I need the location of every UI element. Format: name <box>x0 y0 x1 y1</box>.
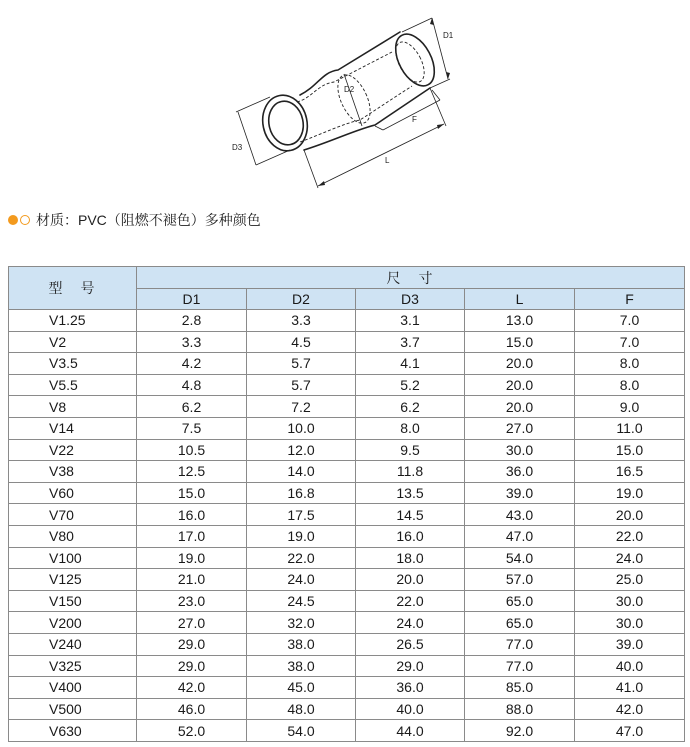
cell-d3: 20.0 <box>356 569 465 591</box>
cell-l: 20.0 <box>465 396 575 418</box>
cell-d3: 22.0 <box>356 590 465 612</box>
cell-d3: 3.7 <box>356 331 465 353</box>
cell-l: 13.0 <box>465 310 575 332</box>
cell-d2: 24.0 <box>247 569 356 591</box>
cell-d1: 42.0 <box>137 677 247 699</box>
cell-d3: 6.2 <box>356 396 465 418</box>
cell-d3: 8.0 <box>356 417 465 439</box>
table-row <box>9 633 685 655</box>
cell-l: 27.0 <box>465 417 575 439</box>
cell-l: 77.0 <box>465 655 575 677</box>
table-row <box>9 698 685 720</box>
cell-l: 77.0 <box>465 633 575 655</box>
cell-l: 20.0 <box>465 353 575 375</box>
dim-label-d3: D3 <box>232 143 243 152</box>
cell-d1: 7.5 <box>137 417 247 439</box>
cell-d3: 24.0 <box>356 612 465 634</box>
cell-model: V5.5 <box>9 374 137 396</box>
cell-l: 65.0 <box>465 612 575 634</box>
table-row <box>9 547 685 569</box>
cell-d2: 5.7 <box>247 374 356 396</box>
cell-model: V125 <box>9 569 137 591</box>
cell-l: 85.0 <box>465 677 575 699</box>
cell-d3: 3.1 <box>356 310 465 332</box>
cell-d2: 22.0 <box>247 547 356 569</box>
cell-d1: 46.0 <box>137 698 247 720</box>
cell-model: V8 <box>9 396 137 418</box>
cell-d3: 4.1 <box>356 353 465 375</box>
cell-model: V2 <box>9 331 137 353</box>
cell-d3: 16.0 <box>356 525 465 547</box>
cell-l: 43.0 <box>465 504 575 526</box>
cell-d2: 48.0 <box>247 698 356 720</box>
col-header-l: L <box>465 289 575 310</box>
dim-label-d2: D2 <box>344 85 355 94</box>
cell-d1: 2.8 <box>137 310 247 332</box>
hollow-dot-icon <box>20 215 30 225</box>
cell-d2: 4.5 <box>247 331 356 353</box>
table-row <box>9 439 685 461</box>
cell-d2: 7.2 <box>247 396 356 418</box>
cell-l: 54.0 <box>465 547 575 569</box>
col-header-d3: D3 <box>356 289 465 310</box>
cell-l: 88.0 <box>465 698 575 720</box>
cell-f: 25.0 <box>575 569 685 591</box>
cell-d1: 12.5 <box>137 461 247 483</box>
cell-d1: 6.2 <box>137 396 247 418</box>
cell-model: V500 <box>9 698 137 720</box>
cell-d1: 52.0 <box>137 720 247 742</box>
cell-l: 30.0 <box>465 439 575 461</box>
cell-f: 22.0 <box>575 525 685 547</box>
cell-d3: 26.5 <box>356 633 465 655</box>
table-row <box>9 396 685 418</box>
cell-d2: 38.0 <box>247 655 356 677</box>
table-row <box>9 331 685 353</box>
cell-model: V630 <box>9 720 137 742</box>
table-row <box>9 677 685 699</box>
cell-model: V400 <box>9 677 137 699</box>
cell-d3: 44.0 <box>356 720 465 742</box>
cell-d2: 16.8 <box>247 482 356 504</box>
cell-d2: 5.7 <box>247 353 356 375</box>
cell-d1: 29.0 <box>137 655 247 677</box>
cell-l: 57.0 <box>465 569 575 591</box>
cell-d1: 16.0 <box>137 504 247 526</box>
cell-d3: 11.8 <box>356 461 465 483</box>
cell-d3: 29.0 <box>356 655 465 677</box>
cell-d3: 13.5 <box>356 482 465 504</box>
cell-l: 65.0 <box>465 590 575 612</box>
cell-d1: 4.2 <box>137 353 247 375</box>
cell-l: 36.0 <box>465 461 575 483</box>
cell-f: 42.0 <box>575 698 685 720</box>
cell-f: 47.0 <box>575 720 685 742</box>
material-line <box>8 210 261 230</box>
cell-d3: 9.5 <box>356 439 465 461</box>
table-row <box>9 569 685 591</box>
terminal-dimension-drawing <box>0 0 690 200</box>
cell-d1: 15.0 <box>137 482 247 504</box>
cell-model: V60 <box>9 482 137 504</box>
cell-d2: 38.0 <box>247 633 356 655</box>
cell-f: 39.0 <box>575 633 685 655</box>
table-row <box>9 374 685 396</box>
cell-model: V100 <box>9 547 137 569</box>
cell-d2: 54.0 <box>247 720 356 742</box>
material-text: 材质：PVC（阻燃不褪色）多种颜色 <box>36 212 261 228</box>
table-row <box>9 612 685 634</box>
cell-model: V150 <box>9 590 137 612</box>
cell-d1: 17.0 <box>137 525 247 547</box>
cell-f: 15.0 <box>575 439 685 461</box>
cell-l: 92.0 <box>465 720 575 742</box>
cell-f: 41.0 <box>575 677 685 699</box>
cell-d1: 3.3 <box>137 331 247 353</box>
table-row <box>9 525 685 547</box>
col-header-d2: D2 <box>247 289 356 310</box>
dim-label-l: L <box>385 156 390 165</box>
cell-d2: 19.0 <box>247 525 356 547</box>
cell-d2: 10.0 <box>247 417 356 439</box>
cell-model: V14 <box>9 417 137 439</box>
cell-model: V80 <box>9 525 137 547</box>
cell-d2: 12.0 <box>247 439 356 461</box>
cell-d2: 32.0 <box>247 612 356 634</box>
cell-d3: 18.0 <box>356 547 465 569</box>
table-row <box>9 504 685 526</box>
cell-f: 30.0 <box>575 590 685 612</box>
size-header: 尺 寸 <box>137 267 685 289</box>
col-header-f: F <box>575 289 685 310</box>
cell-d1: 23.0 <box>137 590 247 612</box>
table-row <box>9 353 685 375</box>
cell-f: 8.0 <box>575 374 685 396</box>
cell-f: 7.0 <box>575 331 685 353</box>
cell-l: 15.0 <box>465 331 575 353</box>
cell-model: V70 <box>9 504 137 526</box>
table-row <box>9 461 685 483</box>
cell-model: V1.25 <box>9 310 137 332</box>
cell-model: V22 <box>9 439 137 461</box>
cell-model: V38 <box>9 461 137 483</box>
cell-f: 11.0 <box>575 417 685 439</box>
dim-label-f: F <box>412 115 417 124</box>
dim-label-d1: D1 <box>443 31 454 40</box>
orange-dot-icon <box>8 215 18 225</box>
cell-model: V3.5 <box>9 353 137 375</box>
cell-d2: 17.5 <box>247 504 356 526</box>
cell-d3: 5.2 <box>356 374 465 396</box>
cell-f: 24.0 <box>575 547 685 569</box>
cell-f: 19.0 <box>575 482 685 504</box>
cell-d2: 3.3 <box>247 310 356 332</box>
table-row <box>9 482 685 504</box>
cell-d1: 10.5 <box>137 439 247 461</box>
table-row <box>9 720 685 742</box>
cell-model: V240 <box>9 633 137 655</box>
table-row <box>9 417 685 439</box>
cell-l: 20.0 <box>465 374 575 396</box>
col-header-d1: D1 <box>137 289 247 310</box>
table-row <box>9 655 685 677</box>
cell-d3: 14.5 <box>356 504 465 526</box>
cell-f: 30.0 <box>575 612 685 634</box>
cell-d1: 19.0 <box>137 547 247 569</box>
cell-d2: 14.0 <box>247 461 356 483</box>
cell-model: V325 <box>9 655 137 677</box>
cell-f: 20.0 <box>575 504 685 526</box>
cell-d1: 27.0 <box>137 612 247 634</box>
cell-d1: 29.0 <box>137 633 247 655</box>
cell-d2: 24.5 <box>247 590 356 612</box>
cell-model: V200 <box>9 612 137 634</box>
cell-f: 9.0 <box>575 396 685 418</box>
table-row <box>9 310 685 332</box>
cell-l: 47.0 <box>465 525 575 547</box>
cell-l: 39.0 <box>465 482 575 504</box>
cell-f: 40.0 <box>575 655 685 677</box>
cell-d1: 4.8 <box>137 374 247 396</box>
model-header: 型 号 <box>9 267 137 310</box>
cell-f: 16.5 <box>575 461 685 483</box>
cell-f: 7.0 <box>575 310 685 332</box>
cell-d1: 21.0 <box>137 569 247 591</box>
cell-f: 8.0 <box>575 353 685 375</box>
spec-table <box>8 266 685 742</box>
cell-d3: 40.0 <box>356 698 465 720</box>
table-row <box>9 590 685 612</box>
cell-d2: 45.0 <box>247 677 356 699</box>
cell-d3: 36.0 <box>356 677 465 699</box>
